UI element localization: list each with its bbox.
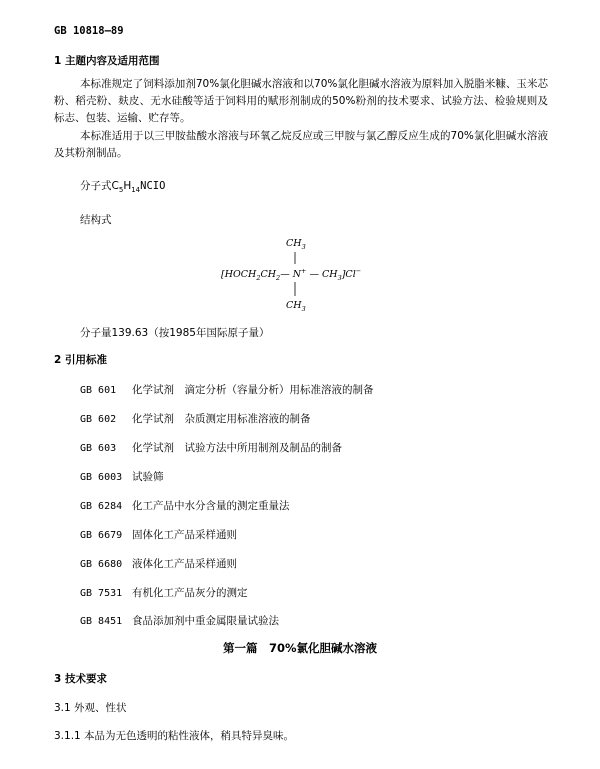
reference-title: 化学试剂 杂质测定用标准溶液的制备 — [132, 413, 311, 425]
reference-code: GB 6003 — [80, 472, 123, 483]
molecular-weight: 分子量139.63（按1985年国际原子量） — [80, 327, 270, 339]
subsection-3-1: 3.1 外观、性状 — [54, 702, 127, 714]
molecular-formula — [80, 178, 165, 194]
structure-main-chain: [$HOCH_2CH_2—$ N+ — $CH_3]Cl^-$ — [221, 267, 362, 282]
reference-title: 固体化工产品采样通则 — [132, 529, 237, 541]
reference-title: 化学试剂 滴定分析（容量分析）用标准溶液的制备 — [132, 384, 374, 396]
reference-item — [80, 498, 290, 513]
part-one-title: 第一篇 70%氯化胆碱水溶液 — [222, 641, 378, 655]
structural-formula — [0, 232, 600, 322]
reference-title: 化学试剂 试验方法中所用制剂及制品的制备 — [132, 442, 342, 454]
reference-code: GB 6679 — [80, 530, 123, 541]
reference-title: 化工产品中水分含量的测定重量法 — [132, 500, 290, 512]
formula-h: H — [123, 180, 132, 192]
reference-item — [80, 585, 248, 600]
reference-title: 液体化工产品采样通则 — [132, 558, 237, 570]
reference-title: 食品添加剂中重金属限量试验法 — [132, 615, 279, 627]
reference-code: GB 602 — [80, 414, 117, 425]
formula-rest: NCIO — [140, 180, 166, 192]
subsection-3-1-1: 3.1.1 本品为无色透明的粘性液体，稍具特异臭味。 — [54, 730, 295, 742]
reference-code: GB 6284 — [80, 501, 123, 512]
reference-item — [80, 440, 342, 455]
section-2-heading: 2 引用标准 — [54, 354, 107, 366]
reference-item — [80, 556, 237, 571]
formula-c-subscript: 5 — [118, 186, 124, 194]
standard-number-header: GB 10818—89 — [54, 25, 124, 37]
reference-code: GB 6680 — [80, 559, 123, 570]
reference-item — [80, 382, 374, 397]
structure-top-methyl: $CH_3$ — [286, 238, 306, 251]
reference-item — [80, 411, 311, 426]
section-1-paragraph-2: 本标准适用于以三甲胺盐酸水溶液与环氧乙烷反应或三甲胺与氯乙醇反应生成的70%氯化胆碱水溶液及其粉剂制品。 — [54, 130, 548, 159]
reference-item — [80, 613, 279, 628]
reference-code: GB 8451 — [80, 616, 123, 627]
section-1-heading: 1 主题内容及适用范围 — [54, 55, 160, 67]
reference-title: 有机化工产品灰分的测定 — [132, 587, 248, 599]
formula-c: C — [111, 180, 119, 192]
reference-code: GB 601 — [80, 385, 117, 396]
structure-label: 结构式 — [80, 214, 112, 226]
reference-item — [80, 527, 237, 542]
reference-title: 试验筛 — [132, 471, 164, 483]
reference-item — [80, 469, 164, 484]
section-1-paragraph-1: 本标准规定了饲料添加剂70%氯化胆碱水溶液和以70%氯化胆碱水溶液为原料加入脱脂米糠、玉米芯粉、稻壳粉、麸皮、无水硅酸等适于饲料用的赋形剂制成的50%粉剂的技术要求、试验方法、检验规则及标志、包装、运输、贮存等。 — [54, 78, 548, 124]
formula-label: 分子式 — [80, 180, 112, 192]
formula-h-subscript: 14 — [131, 186, 141, 194]
reference-code: GB 7531 — [80, 588, 123, 599]
structure-bottom-methyl: $CH_3$ — [286, 300, 306, 313]
section-3-heading: 3 技术要求 — [54, 673, 107, 685]
reference-code: GB 603 — [80, 443, 117, 454]
